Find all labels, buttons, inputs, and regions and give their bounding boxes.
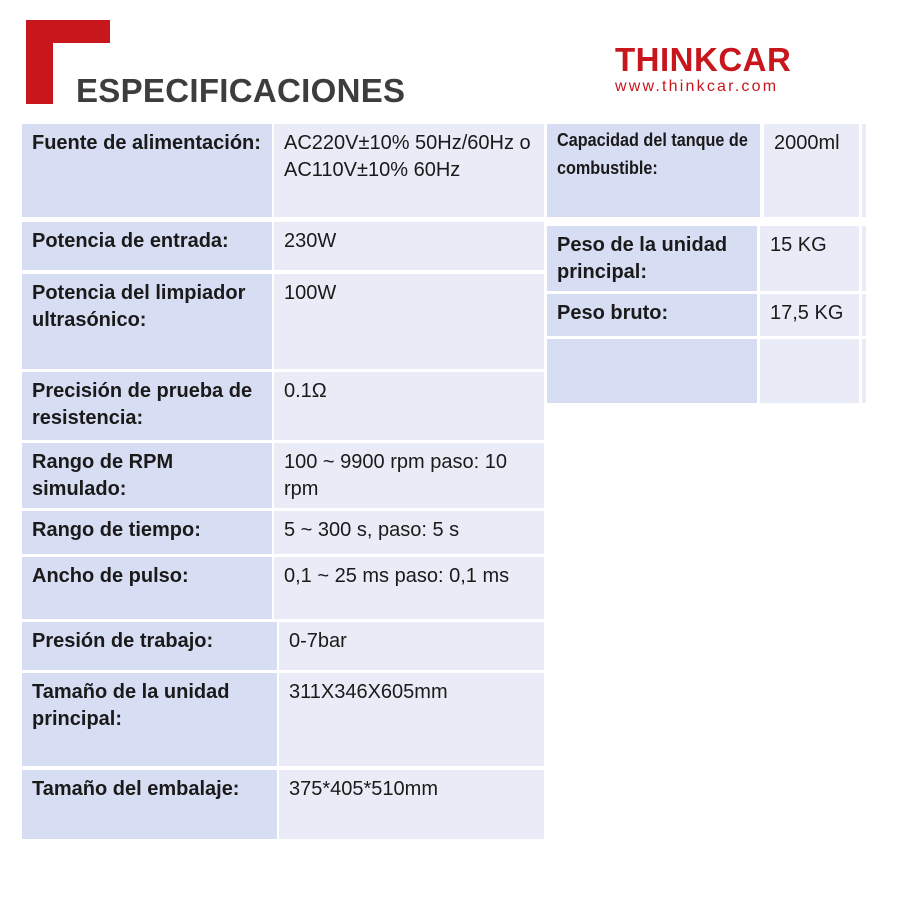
spec-value: 230W xyxy=(274,222,544,270)
spec-value: 15 KG xyxy=(760,226,859,291)
page-title: ESPECIFICACIONES xyxy=(76,72,406,109)
spec-value: 100W xyxy=(274,274,544,369)
spec-value: 375*405*510mm xyxy=(279,770,544,839)
spec-value: 0-7bar xyxy=(279,622,544,670)
spec-label: Tamaño del embalaje: xyxy=(22,770,277,839)
spec-label: Fuente de alimentación: xyxy=(22,124,272,217)
spec-value: 2000ml xyxy=(764,124,859,217)
spec-value: 0,1 ~ 25 ms paso: 0,1 ms xyxy=(274,557,544,619)
spec-value: 17,5 KG xyxy=(760,294,859,336)
spec-label: Tamaño de la unidad principal: xyxy=(22,673,277,766)
spec-label: Rango de tiempo: xyxy=(22,511,272,554)
spec-label: Precisión de prueba de resistencia: xyxy=(22,372,272,440)
spec-value: 5 ~ 300 s, paso: 5 s xyxy=(274,511,544,554)
spec-label xyxy=(547,124,760,217)
spec-label: Peso bruto: xyxy=(547,294,757,336)
spec-label: Peso de la unidad principal: xyxy=(547,226,757,291)
spec-value-empty xyxy=(760,339,859,403)
table-edge xyxy=(862,124,866,217)
spec-value: 100 ~ 9900 rpm paso: 10 rpm xyxy=(274,443,544,508)
corner-accent-vertical xyxy=(26,20,53,104)
spec-label: Rango de RPM simulado: xyxy=(22,443,272,508)
table-edge xyxy=(862,226,866,291)
brand-logo xyxy=(615,42,830,96)
brand-name: THINKCAR xyxy=(615,41,792,78)
spec-label: Potencia de entrada: xyxy=(22,222,272,270)
table-edge xyxy=(862,339,866,403)
spec-value: AC220V±10% 50Hz/60Hz o AC110V±10% 60Hz xyxy=(274,124,544,217)
spec-value: 311X346X605mm xyxy=(279,673,544,766)
spec-label: Presión de trabajo: xyxy=(22,622,277,670)
table-edge xyxy=(862,294,866,336)
spec-label-empty xyxy=(547,339,757,403)
spec-label: Ancho de pulso: xyxy=(22,557,272,619)
spec-value: 0.1Ω xyxy=(274,372,544,440)
spec-label: Potencia del limpiador ultrasónico: xyxy=(22,274,272,369)
brand-url: www.thinkcar.com xyxy=(615,78,779,95)
spec-label-text: Capacidad del tanque de combustible: xyxy=(557,130,748,178)
